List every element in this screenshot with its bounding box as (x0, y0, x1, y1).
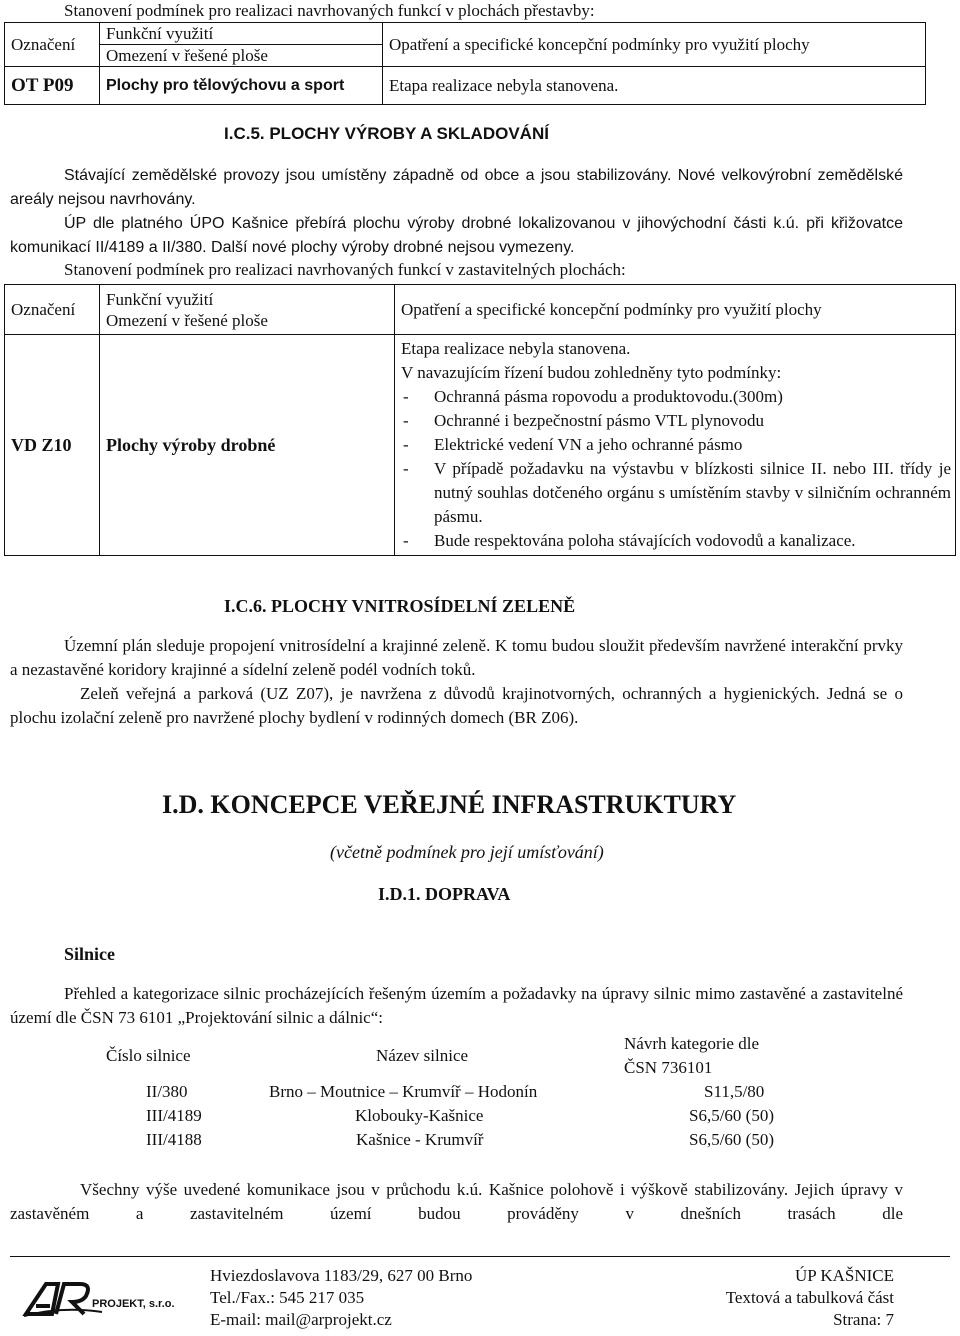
road-num: III/4188 (146, 1130, 202, 1149)
footer-tel: Tel./Fax.: 545 217 035 (210, 1288, 365, 1307)
header-omezeni-label: Omezení v řešené ploše (106, 46, 268, 65)
paragraph-c6-1: Územní plán sleduje propojení vnitrosídelní a krajinné zeleně. K tomu budou sloužit především navržené interakční prvky a nezastavěné koridory krajinné a sídelní zeleně podél vodních toků. (10, 636, 903, 679)
t2-header-oznaceni: Označení (5, 285, 100, 335)
paragraph-c5-2: ÚP dle platného ÚPO Kašnice přebírá plochu výroby drobné lokalizovanou v jihovýchodní části k.ú. při křižovatce komunikací II/4189 a II/380. Další nové plochy výroby drobné nejsou vymezeny. (10, 215, 903, 256)
road-num: II/380 (146, 1082, 188, 1101)
heading-c6: I.C.6. PLOCHY VNITROSÍDELNÍ ZELENĚ (224, 596, 576, 616)
header-opatreni: Opatření a specifické koncepční podmínky pro využití plochy (383, 23, 926, 67)
t2-header-opatreni: Opatření a specifické koncepční podmínky pro využití plochy (395, 285, 956, 335)
t2-header-funkcni (100, 285, 395, 335)
header-funkcni-label: Funkční využití (100, 23, 382, 45)
col-cislo-silnice: Číslo silnice (106, 1046, 191, 1065)
footer-address: Hviezdoslavova 1183/29, 627 00 Brno (210, 1266, 473, 1285)
paragraph-c5-1: Stávající zemědělské provozy jsou umístěny západně od obce a jsou stabilizovány. Nové velkovýrobní zemědělské areály nejsou navrhovány. (10, 167, 903, 208)
t2-row-conditions (395, 335, 956, 556)
caption-zastavitelne: Stanovení podmínek pro realizaci navrhovaných funkcí v zastavitelných plochách: (64, 260, 626, 279)
heading-c5: I.C.5. PLOCHY VÝROBY A SKLADOVÁNÍ (224, 124, 549, 143)
t2-condition-item: - Bude respektována poloha stávajících vodovodů a kanalizace. (401, 529, 951, 553)
road-cat: S6,5/60 (50) (689, 1130, 774, 1149)
road-name: Kašnice - Krumvíř (356, 1130, 484, 1149)
header-funkcni (100, 23, 383, 67)
footer-project: ÚP KAŠNICE (794, 1266, 894, 1285)
footer-page: Strana: 7 (833, 1310, 894, 1329)
logo-text: PROJEKT, s.r.o. (92, 1298, 175, 1310)
col-kategorie-1: Návrh kategorie dle (624, 1034, 759, 1053)
paragraph-d-2: Všechny výše uvedené komunikace jsou v průchodu k.ú. Kašnice polohově i výškově stabilizovány. Jejich úpravy v zastavěném a zastavitelném území budou prováděny v dnešních trasách dle (10, 1180, 903, 1223)
road-cat: S11,5/80 (704, 1082, 765, 1101)
col-kategorie-2: ČSN 736101 (624, 1058, 713, 1077)
col-nazev-silnice: Název silnice (376, 1046, 469, 1065)
footer-email: E-mail: mail@arprojekt.cz (210, 1310, 392, 1329)
heading-d1: I.D.1. DOPRAVA (378, 884, 511, 904)
header-oznaceni: Označení (5, 23, 100, 67)
t2-row-code: VD Z10 (5, 335, 100, 556)
heading-silnice: Silnice (64, 944, 116, 964)
t2-condition-item: - Elektrické vedení VN a jeho ochranné pásmo (401, 433, 951, 457)
heading-d: I.D. KONCEPCE VEŘEJNÉ INFRASTRUKTURY (162, 790, 737, 819)
prestavba-table (4, 22, 926, 105)
t2-line2: V navazujícím řízení budou zohledněny tyto podmínky: (401, 363, 782, 382)
footer-divider (10, 1256, 950, 1257)
company-logo (22, 1276, 192, 1320)
row-code: OT P09 (5, 67, 100, 105)
t2-header-omezeni-label: Omezení v řešené ploše (106, 310, 268, 330)
caption-prestavba: Stanovení podmínek pro realizaci navrhovaných funkcí v plochách přestavby: (64, 1, 595, 20)
t2-header-funkcni-label: Funkční využití (106, 289, 214, 309)
subtitle-d: (včetně podmínek pro její umísťování) (330, 842, 604, 862)
road-num: III/4189 (146, 1106, 202, 1125)
paragraph-d-1: Přehled a kategorizace silnic procházejících řešeným územím a požadavky na úpravy silnic mimo zastavěné a zastavitelné území dle ČSN 73 6101 „Projektování silnic a dálnic“: (10, 984, 903, 1027)
road-name: Klobouky-Kašnice (355, 1106, 484, 1125)
row-use: Plochy pro tělovýchovu a sport (100, 67, 383, 105)
paragraph-c6-2: Zeleň veřejná a parková (UZ Z07), je navržena z důvodů krajinotvorných, ochranných a hygienických. Jedná se o plochu izolační zeleně pro navržené plochy bydlení v rodinných domech (BR Z06). (10, 684, 903, 727)
road-name: Brno – Moutnice – Krumvíř – Hodonín (269, 1082, 538, 1101)
t2-line1: Etapa realizace nebyla stanovena. (401, 339, 631, 358)
t2-row-use: Plochy výroby drobné (100, 335, 395, 556)
row-text: Etapa realizace nebyla stanovena. (383, 67, 926, 105)
footer-part: Textová a tabulková část (725, 1288, 894, 1307)
road-cat: S6,5/60 (50) (689, 1106, 774, 1125)
t2-condition-item: - V případě požadavku na výstavbu v blízkosti silnice II. nebo III. třídy je nutný souhlas dotčeného orgánu s umístěním stavby v silničním ochranném pásmu. (401, 457, 951, 529)
t2-conditions-list (401, 385, 951, 553)
zastavitelne-table (4, 284, 956, 556)
t2-condition-item: - Ochranná pásma ropovodu a produktovodu.(300m) (401, 385, 951, 409)
t2-condition-item: - Ochranné i bezpečnostní pásmo VTL plynovodu (401, 409, 951, 433)
